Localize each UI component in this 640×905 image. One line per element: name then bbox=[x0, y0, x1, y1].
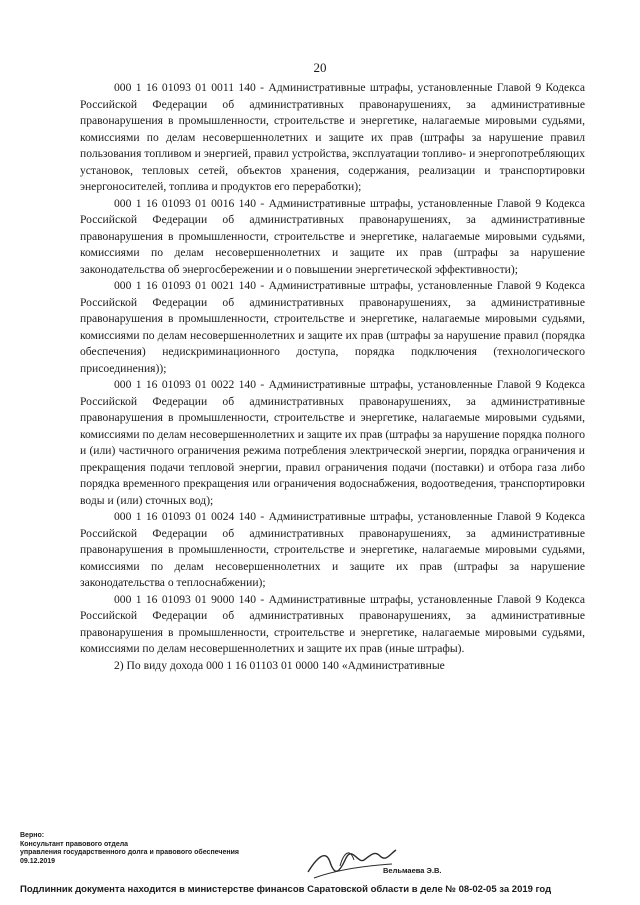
paragraph-0022: 000 1 16 01093 01 0022 140 - Административные штрафы, установленные Главой 9 Кодекса Российской Федерации об административных правонарушениях, за административные правонарушения в промышленности, строительстве и энергетике, налагаемые мировыми судьями, комиссиями по делам несовершеннолетних и защите их прав (штрафы за нарушение порядка полного и (или) частичного ограничения режима потребления электрической энергии, порядка ограничения и прекращения подачи тепловой энергии, правил ограничения подачи (поставки) и отбора газа либо порядка временного прекращения или ограничения водоснабжения, водоотведения, транспортировки воды и (или) сточных вод); bbox=[80, 378, 585, 507]
page-number: 20 bbox=[313, 60, 327, 75]
handwritten-signature bbox=[300, 836, 400, 886]
certification-verno: Верно: bbox=[20, 832, 45, 839]
certification-date: 09.12.2019 bbox=[20, 857, 56, 865]
signer-name: Вельмаева Э.В. bbox=[383, 866, 442, 875]
certification-block bbox=[20, 832, 239, 866]
paragraph-item-2: 2) По виду дохода 000 1 16 01103 01 0000 140 «Административные bbox=[114, 658, 445, 672]
original-location-note: Подлинник документа находится в министерстве финансов Саратовской области в деле № 08-02-05 за 2019 год bbox=[20, 884, 552, 895]
certification-position-1: Консультант правового отдела bbox=[20, 840, 129, 848]
paragraph-9000: 000 1 16 01093 01 9000 140 - Административные штрафы, установленные Главой 9 Кодекса Российской Федерации об административных правонарушениях, за административные правонарушения в промышленности, строительстве и энергетике, налагаемые мировыми судьями, комиссиями по делам несовершеннолетних и защите их прав (иные штрафы). bbox=[80, 592, 585, 655]
paragraph-0011: 000 1 16 01093 01 0011 140 - Административные штрафы, установленные Главой 9 Кодекса Российской Федерации об административных правонарушениях, за административные правонарушения в промышленности, строительстве и энергетике, налагаемые мировыми судьями, комиссиями по делам несовершеннолетних и защите их прав (штрафы за нарушение правил пользования топливом и энергией, правил устройства, эксплуатации топливо- и энергопотребляющих установок, тепловых сетей, объектов хранения, содержания, реализации и транспортировки энергоносителей, топлива и продуктов его переработки); bbox=[80, 81, 585, 193]
paragraph-0021: 000 1 16 01093 01 0021 140 - Административные штрафы, установленные Главой 9 Кодекса Российской Федерации об административных правонарушениях, за административные правонарушения в промышленности, строительстве и энергетике, налагаемые мировыми судьями, комиссиями по делам несовершеннолетних и защите их прав (штрафы за нарушение правил (порядка обеспечения) недискриминационного доступа, порядка подключения (технологического присоединения)); bbox=[80, 279, 585, 375]
certification-position-2: управления государственного долга и правового обеспечения bbox=[20, 849, 239, 856]
document-body bbox=[80, 80, 585, 674]
paragraph-0024: 000 1 16 01093 01 0024 140 - Административные штрафы, установленные Главой 9 Кодекса Российской Федерации об административных правонарушениях, за административные правонарушения в промышленности, строительстве и энергетике, налагаемые мировыми судьями, комиссиями по делам несовершеннолетних и защите их прав (штрафы за нарушение законодательства о теплоснабжении); bbox=[80, 510, 585, 589]
paragraph-0016: 000 1 16 01093 01 0016 140 - Административные штрафы, установленные Главой 9 Кодекса Российской Федерации об административных правонарушениях, за административные правонарушения в промышленности, строительстве и энергетике, налагаемые мировыми судьями, комиссиями по делам несовершеннолетних и защите их прав (штрафы за нарушение законодательства об энергосбережении и о повышении энергетической эффективности); bbox=[80, 196, 585, 276]
